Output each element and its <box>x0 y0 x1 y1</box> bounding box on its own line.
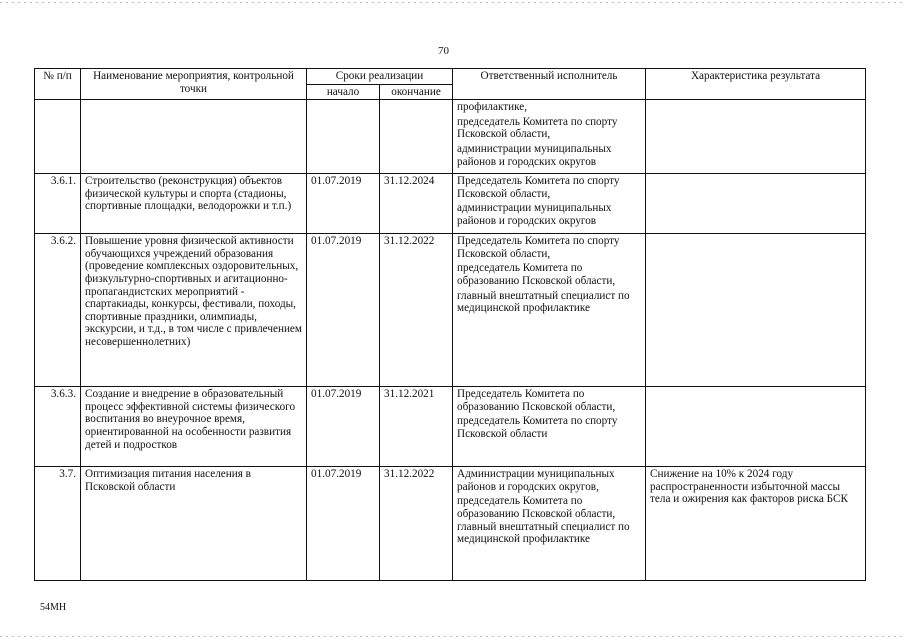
executor-line: Администрации муниципальных районов и городских округов, <box>457 468 615 493</box>
header-result: Характеристика результата <box>646 69 866 100</box>
table-row <box>35 467 866 581</box>
cell-result: Снижение на 10% к 2024 году распространенности избыточной массы тела и ожирения как факторов риска БСК <box>646 467 866 581</box>
cell-end: 31.12.2021 <box>380 387 453 467</box>
cell-start: 01.07.2019 <box>307 174 380 234</box>
cell-num: 3.7. <box>35 467 81 581</box>
cell-start: 01.07.2019 <box>307 387 380 467</box>
document-code: 54МН <box>40 602 67 613</box>
cell-end: 31.12.2024 <box>380 174 453 234</box>
scan-artifact-bottom <box>0 636 905 637</box>
header-start: начало <box>307 84 380 100</box>
table-row <box>35 234 866 387</box>
executor-line: профилактике, <box>457 101 528 114</box>
cell-executor <box>453 234 646 387</box>
cell-executor <box>453 174 646 234</box>
executor-line: председатель Комитета по образованию Псковской области, <box>457 262 616 287</box>
header-terms: Сроки реализации <box>307 69 453 85</box>
executor-line: Председатель Комитета по образованию Псковской области, <box>457 388 616 413</box>
executor-line: администрации муниципальных районов и городских округов <box>457 142 612 168</box>
table-row <box>35 387 866 467</box>
measures-table <box>34 68 866 581</box>
header-name: Наименование мероприятия, контрольной точки <box>81 69 307 100</box>
cell-end: 31.12.2022 <box>380 234 453 387</box>
header-executor: Ответственный исполнитель <box>453 69 646 100</box>
header-row <box>35 69 866 85</box>
executor-line: Председатель Комитета по спорту Псковской области, <box>457 175 620 200</box>
cell-executor <box>453 100 646 174</box>
cell-name: Оптимизация питания населения в Псковской области <box>81 467 307 581</box>
executor-line: председатель Комитета по спорту Псковской области <box>457 415 618 440</box>
cell-result <box>646 387 866 467</box>
cell-executor <box>453 467 646 581</box>
table-row-continuation <box>35 100 866 174</box>
scan-artifact-top <box>0 2 905 3</box>
executor-line: администрации муниципальных районов и городских округов <box>457 202 612 227</box>
cell-num: 3.6.3. <box>35 387 81 467</box>
header-end: окончание <box>380 84 453 100</box>
cell-name: Создание и внедрение в образовательный процесс эффективной системы физического воспитания во внеурочное время, ориентированной на особенности развития детей и подростков <box>81 387 307 467</box>
cell-start: 01.07.2019 <box>307 234 380 387</box>
cell-name: Повышение уровня физической активности обучающихся учреждений образования (проведение комплексных оздоровительных, физкультурно-спортивных и агитационно-пропагандистских мероприятий - спартакиады, конкурсы, фестивали, походы, спортивные праздники, олимпиады, экскурсии, и т.д., в том числе с привлечением несовершеннолетних) <box>81 234 307 387</box>
cell-num: 3.6.2. <box>35 234 81 387</box>
header-num: № п/п <box>35 69 81 100</box>
cell-executor <box>453 387 646 467</box>
cell-name: Строительство (реконструкция) объектов физической культуры и спорта (стадионы, спортивные площадки, велодорожки и т.п.) <box>81 174 307 234</box>
executor-line: председатель Комитета по образованию Псковской области, главный внештатный специалист по медицинской профилактике <box>457 495 630 546</box>
cell-result <box>646 234 866 387</box>
page-number: 70 <box>438 45 449 57</box>
cell-result <box>646 174 866 234</box>
table-row <box>35 174 866 234</box>
cell-start: 01.07.2019 <box>307 467 380 581</box>
executor-line: главный внештатный специалист по медицинской профилактике <box>457 289 630 315</box>
executor-line: председатель Комитета по спорту Псковской области, <box>457 115 618 141</box>
executor-line: Председатель Комитета по спорту Псковской области, <box>457 235 620 260</box>
cell-num: 3.6.1. <box>35 174 81 234</box>
cell-end: 31.12.2022 <box>380 467 453 581</box>
